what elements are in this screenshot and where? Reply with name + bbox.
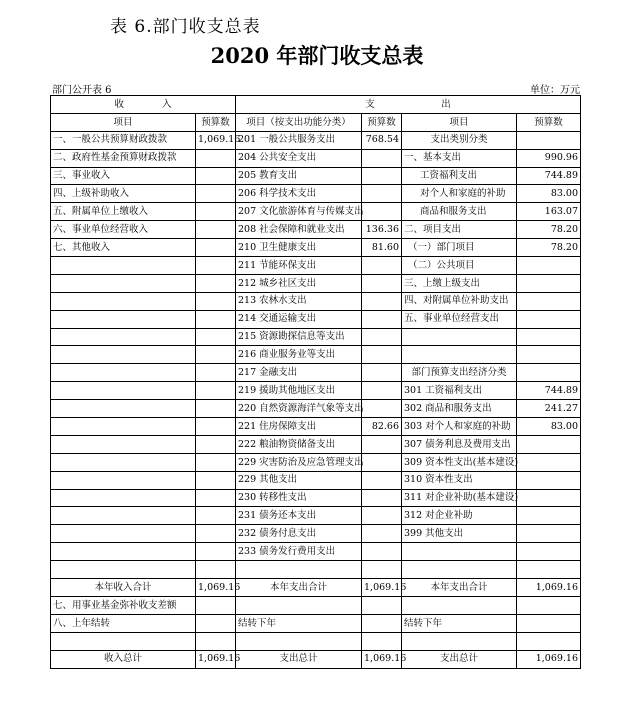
econ-item-cell: 二、项目支出 <box>402 221 517 239</box>
func-budget-cell: 1,069.16 <box>362 579 402 597</box>
func-item-cell: 216 商业服务业等支出 <box>236 346 362 364</box>
income-budget-cell <box>196 543 236 561</box>
table-row <box>51 471 581 489</box>
income-budget-cell <box>196 561 236 579</box>
income-budget-cell: 1,069.16 <box>196 579 236 597</box>
econ-item-cell: 部门预算支出经济分类 <box>402 364 517 382</box>
income-item-cell <box>51 471 196 489</box>
func-item-cell: 结转下年 <box>236 614 362 632</box>
func-item-cell <box>236 596 362 614</box>
table-row <box>51 346 581 364</box>
econ-budget-cell <box>517 131 581 149</box>
income-budget-cell <box>196 274 236 292</box>
table-row <box>51 418 581 436</box>
econ-item-cell: 303 对个人和家庭的补助 <box>402 418 517 436</box>
table-row <box>51 579 581 597</box>
econ-item-cell <box>402 561 517 579</box>
income-item-cell <box>51 418 196 436</box>
econ-budget-cell: 1,069.16 <box>517 650 581 668</box>
table-row <box>51 632 581 650</box>
econ-budget-cell: 83.00 <box>517 185 581 203</box>
func-budget-cell <box>362 614 402 632</box>
income-budget-cell <box>196 614 236 632</box>
income-item-cell: 四、上级补助收入 <box>51 185 196 203</box>
econ-budget-cell <box>517 543 581 561</box>
econ-budget-cell: 78.20 <box>517 239 581 257</box>
func-item-cell: 210 卫生健康支出 <box>236 239 362 257</box>
func-item-cell: 222 粮油物资储备支出 <box>236 435 362 453</box>
func-budget-cell <box>362 453 402 471</box>
col-func-budget: 预算数 <box>362 113 402 131</box>
func-item-cell: 215 资源勘探信息等支出 <box>236 328 362 346</box>
table-row <box>51 525 581 543</box>
econ-item-cell <box>402 596 517 614</box>
func-item-cell: 208 社会保障和就业支出 <box>236 221 362 239</box>
income-item-cell: 一、一般公共预算财政拨款 <box>51 131 196 149</box>
table-row <box>51 364 581 382</box>
income-budget-cell <box>196 167 236 185</box>
econ-budget-cell: 990.96 <box>517 149 581 167</box>
func-budget-cell <box>362 632 402 650</box>
col-econ-item: 项目 <box>402 113 517 131</box>
income-item-cell <box>51 328 196 346</box>
func-budget-cell: 82.66 <box>362 418 402 436</box>
func-item-cell: 217 金融支出 <box>236 364 362 382</box>
table-row <box>51 257 581 275</box>
income-item-cell: 六、事业单位经营收入 <box>51 221 196 239</box>
func-budget-cell <box>362 292 402 310</box>
table-row <box>51 400 581 418</box>
econ-item-cell: （二）公共项目 <box>402 257 517 275</box>
income-budget-cell <box>196 310 236 328</box>
econ-budget-cell <box>517 471 581 489</box>
econ-budget-cell: 163.07 <box>517 203 581 221</box>
econ-budget-cell: 83.00 <box>517 418 581 436</box>
income-budget-cell <box>196 471 236 489</box>
func-item-cell: 207 文化旅游体育与传媒支出 <box>236 203 362 221</box>
income-item-cell <box>51 435 196 453</box>
econ-item-cell: 支出总计 <box>402 650 517 668</box>
econ-budget-cell <box>517 561 581 579</box>
income-budget-cell <box>196 364 236 382</box>
econ-item-cell <box>402 328 517 346</box>
econ-item-cell: 三、上缴上级支出 <box>402 274 517 292</box>
table-row <box>51 382 581 400</box>
func-item-cell: 212 城乡社区支出 <box>236 274 362 292</box>
econ-item-cell: 支出类别分类 <box>402 131 517 149</box>
econ-budget-cell <box>517 614 581 632</box>
expense-header: 支 出 <box>236 96 581 114</box>
func-budget-cell <box>362 561 402 579</box>
econ-budget-cell <box>517 364 581 382</box>
income-item-cell: 三、事业收入 <box>51 167 196 185</box>
func-item-cell: 201 一般公共服务支出 <box>236 131 362 149</box>
income-budget-cell: 1,069.16 <box>196 131 236 149</box>
income-item-cell <box>51 382 196 400</box>
func-budget-cell <box>362 274 402 292</box>
func-budget-cell <box>362 525 402 543</box>
econ-item-cell: 对个人和家庭的补助 <box>402 185 517 203</box>
income-header: 收 入 <box>51 96 236 114</box>
income-item-cell: 五、附属单位上缴收入 <box>51 203 196 221</box>
income-budget-cell <box>196 382 236 400</box>
income-budget-cell <box>196 257 236 275</box>
col-func-item: 项目（按支出功能分类） <box>236 113 362 131</box>
econ-item-cell: 一、基本支出 <box>402 149 517 167</box>
income-budget-cell <box>196 149 236 167</box>
table-row <box>51 167 581 185</box>
func-budget-cell <box>362 471 402 489</box>
func-item-cell: 231 债务还本支出 <box>236 507 362 525</box>
income-budget-cell <box>196 489 236 507</box>
table-row <box>51 203 581 221</box>
header-row-columns <box>51 113 581 131</box>
econ-item-cell: 302 商品和服务支出 <box>402 400 517 418</box>
income-budget-cell <box>196 346 236 364</box>
income-budget-cell <box>196 596 236 614</box>
econ-budget-cell <box>517 292 581 310</box>
income-budget-cell <box>196 221 236 239</box>
income-item-cell <box>51 310 196 328</box>
econ-budget-cell <box>517 274 581 292</box>
econ-budget-cell: 78.20 <box>517 221 581 239</box>
income-budget-cell <box>196 239 236 257</box>
econ-budget-cell <box>517 310 581 328</box>
econ-budget-cell <box>517 525 581 543</box>
econ-budget-cell <box>517 489 581 507</box>
func-budget-cell <box>362 257 402 275</box>
income-budget-cell <box>196 632 236 650</box>
income-item-cell: 八、上年结转 <box>51 614 196 632</box>
income-budget-cell <box>196 418 236 436</box>
table-row <box>51 328 581 346</box>
econ-budget-cell <box>517 596 581 614</box>
table-caption: 表 6.部门收支总表 <box>110 17 261 37</box>
econ-item-cell: 311 对企业补助(基本建设) <box>402 489 517 507</box>
econ-item-cell: 309 资本性支出(基本建设) <box>402 453 517 471</box>
func-budget-cell: 81.60 <box>362 239 402 257</box>
econ-budget-cell <box>517 632 581 650</box>
econ-budget-cell: 744.89 <box>517 382 581 400</box>
func-item-cell: 213 农林水支出 <box>236 292 362 310</box>
func-item-cell: 233 债务发行费用支出 <box>236 543 362 561</box>
income-budget-cell <box>196 507 236 525</box>
income-item-cell <box>51 543 196 561</box>
func-budget-cell <box>362 507 402 525</box>
income-budget-cell <box>196 292 236 310</box>
table-body <box>51 131 581 668</box>
func-item-cell <box>236 561 362 579</box>
func-budget-cell: 136.36 <box>362 221 402 239</box>
budget-table <box>50 95 581 669</box>
income-item-cell <box>51 257 196 275</box>
func-item-cell: 229 灾害防治及应急管理支出 <box>236 453 362 471</box>
func-budget-cell <box>362 382 402 400</box>
table-row <box>51 543 581 561</box>
func-budget-cell <box>362 149 402 167</box>
econ-item-cell: 301 工资福利支出 <box>402 382 517 400</box>
func-item-cell: 219 援助其他地区支出 <box>236 382 362 400</box>
form-number: 部门公开表 6 <box>52 85 112 96</box>
income-budget-cell <box>196 185 236 203</box>
func-item-cell: 211 节能环保支出 <box>236 257 362 275</box>
table-row <box>51 596 581 614</box>
unit-label: 单位：万元 <box>530 85 580 96</box>
econ-budget-cell: 241.27 <box>517 400 581 418</box>
econ-budget-cell: 744.89 <box>517 167 581 185</box>
func-budget-cell <box>362 185 402 203</box>
econ-budget-cell <box>517 507 581 525</box>
table-row <box>51 453 581 471</box>
table-row <box>51 310 581 328</box>
table-row <box>51 239 581 257</box>
func-budget-cell <box>362 596 402 614</box>
func-budget-cell <box>362 543 402 561</box>
econ-item-cell: 工资福利支出 <box>402 167 517 185</box>
func-item-cell: 204 公共安全支出 <box>236 149 362 167</box>
table-row <box>51 292 581 310</box>
func-budget-cell <box>362 435 402 453</box>
func-budget-cell: 768.54 <box>362 131 402 149</box>
income-item-cell <box>51 632 196 650</box>
econ-item-cell <box>402 346 517 364</box>
func-item-cell: 221 住房保障支出 <box>236 418 362 436</box>
func-budget-cell <box>362 203 402 221</box>
income-item-cell: 收入总计 <box>51 650 196 668</box>
col-income-item: 项目 <box>51 113 196 131</box>
table-row <box>51 221 581 239</box>
func-item-cell: 230 转移性支出 <box>236 489 362 507</box>
income-item-cell <box>51 525 196 543</box>
col-econ-budget: 预算数 <box>517 113 581 131</box>
econ-item-cell: 399 其他支出 <box>402 525 517 543</box>
table-row <box>51 185 581 203</box>
econ-item-cell: 结转下年 <box>402 614 517 632</box>
func-item-cell: 229 其他支出 <box>236 471 362 489</box>
income-item-cell <box>51 274 196 292</box>
econ-budget-cell <box>517 346 581 364</box>
income-budget-cell <box>196 453 236 471</box>
table-row <box>51 131 581 149</box>
func-budget-cell <box>362 167 402 185</box>
econ-budget-cell: 1,069.16 <box>517 579 581 597</box>
income-item-cell: 本年收入合计 <box>51 579 196 597</box>
func-budget-cell: 1,069.16 <box>362 650 402 668</box>
income-item-cell: 七、用事业基金弥补收支差额 <box>51 596 196 614</box>
econ-budget-cell <box>517 257 581 275</box>
func-item-cell: 214 交通运输支出 <box>236 310 362 328</box>
econ-item-cell: 310 资本性支出 <box>402 471 517 489</box>
econ-item-cell: 四、对附属单位补助支出 <box>402 292 517 310</box>
func-item-cell: 本年支出合计 <box>236 579 362 597</box>
func-budget-cell <box>362 400 402 418</box>
income-item-cell <box>51 489 196 507</box>
income-item-cell <box>51 400 196 418</box>
page-title: 2020 年部门收支总表 <box>210 43 424 68</box>
table-row <box>51 614 581 632</box>
income-item-cell <box>51 292 196 310</box>
func-budget-cell <box>362 328 402 346</box>
income-budget-cell <box>196 400 236 418</box>
table-row <box>51 489 581 507</box>
func-item-cell <box>236 632 362 650</box>
func-budget-cell <box>362 310 402 328</box>
income-item-cell <box>51 561 196 579</box>
econ-budget-cell <box>517 435 581 453</box>
func-item-cell: 206 科学技术支出 <box>236 185 362 203</box>
table-row <box>51 507 581 525</box>
income-item-cell: 二、政府性基金预算财政拨款 <box>51 149 196 167</box>
income-item-cell <box>51 346 196 364</box>
func-budget-cell <box>362 346 402 364</box>
income-item-cell: 七、其他收入 <box>51 239 196 257</box>
table-row <box>51 650 581 668</box>
table-row <box>51 435 581 453</box>
func-item-cell: 支出总计 <box>236 650 362 668</box>
econ-item-cell: 307 债务利息及费用支出 <box>402 435 517 453</box>
econ-budget-cell <box>517 328 581 346</box>
func-item-cell: 205 教育支出 <box>236 167 362 185</box>
col-income-budget: 预算数 <box>196 113 236 131</box>
econ-item-cell <box>402 632 517 650</box>
income-budget-cell <box>196 328 236 346</box>
func-item-cell: 220 自然资源海洋气象等支出 <box>236 400 362 418</box>
func-item-cell: 232 债务付息支出 <box>236 525 362 543</box>
table-row <box>51 149 581 167</box>
econ-item-cell: 本年支出合计 <box>402 579 517 597</box>
income-item-cell <box>51 453 196 471</box>
income-budget-cell: 1,069.16 <box>196 650 236 668</box>
table-row <box>51 561 581 579</box>
func-budget-cell <box>362 489 402 507</box>
econ-item-cell: 五、事业单位经营支出 <box>402 310 517 328</box>
econ-item-cell: 312 对企业补助 <box>402 507 517 525</box>
econ-item-cell <box>402 543 517 561</box>
income-budget-cell <box>196 203 236 221</box>
econ-budget-cell <box>517 453 581 471</box>
income-budget-cell <box>196 525 236 543</box>
income-item-cell <box>51 507 196 525</box>
income-item-cell <box>51 364 196 382</box>
econ-item-cell: （一）部门项目 <box>402 239 517 257</box>
func-budget-cell <box>362 364 402 382</box>
table-row <box>51 274 581 292</box>
income-budget-cell <box>196 435 236 453</box>
econ-item-cell: 商品和服务支出 <box>402 203 517 221</box>
header-row-group <box>51 96 581 114</box>
